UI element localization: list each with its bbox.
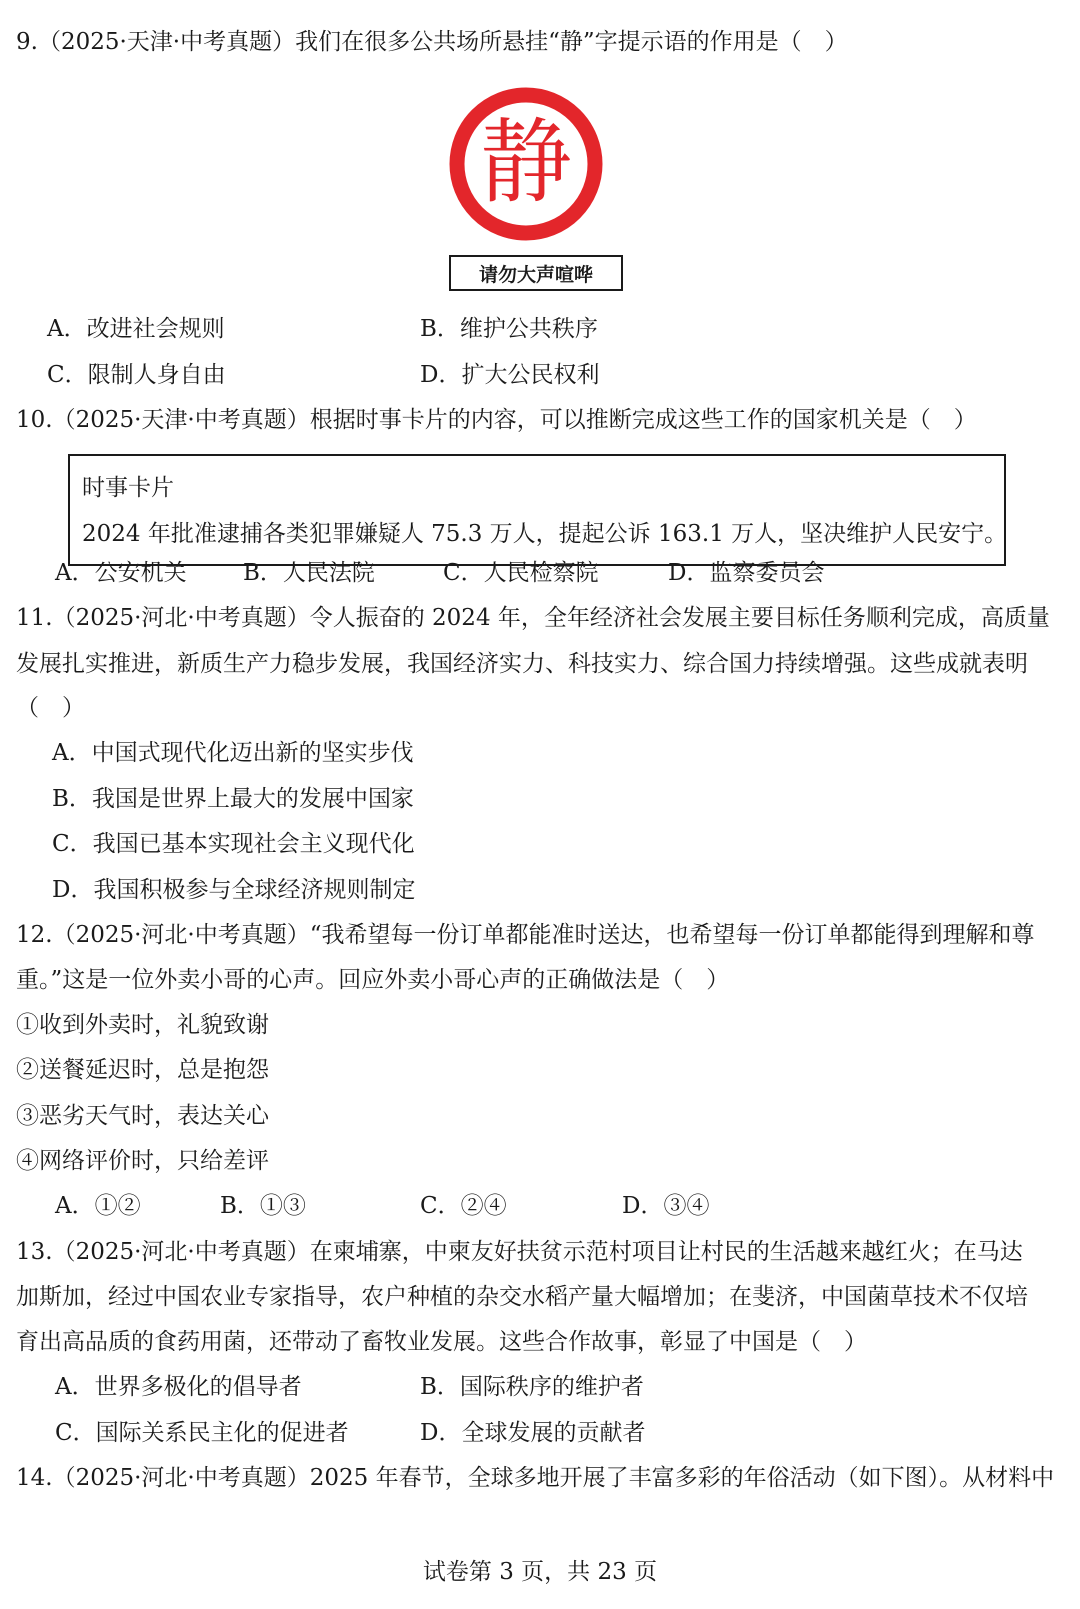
q9-option-c: C．限制人身自由 [47, 362, 226, 388]
q11-stem-line-3: （ ） [16, 695, 85, 721]
q13-stem-line-1: 13.（2025·河北·中考真题）在柬埔寨，中柬友好扶贫示范村项目让村民的生活越来越红火；在马达 [16, 1239, 1023, 1265]
q13-option-a: A．世界多极化的倡导者 [55, 1374, 302, 1400]
q12-option-b: B．①③ [220, 1193, 306, 1219]
seal-character: 静 [479, 109, 573, 216]
q12-option-d: D．③④ [622, 1193, 710, 1219]
q13-option-c: C．国际关系民主化的促进者 [55, 1420, 349, 1446]
q11-option-a: A．中国式现代化迈出新的坚实步伐 [52, 740, 414, 766]
q9-stem: 9.（2025·天津·中考真题）我们在很多公共场所悬挂“静”字提示语的作用是（ ） [16, 29, 848, 55]
q10-option-d: D．监察委员会 [668, 560, 825, 586]
q9-option-a: A．改进社会规则 [47, 316, 225, 342]
q12-item-2: ②送餐延迟时，总是抱怨 [16, 1057, 269, 1083]
q12-option-c: C．②④ [420, 1193, 507, 1219]
quiet-sign-label: 请勿大声喧哗 [449, 255, 623, 291]
q9-option-d: D．扩大公民权利 [420, 362, 600, 388]
q13-stem-line-2: 加斯加，经过中国农业专家指导，农户种植的杂交水稻产量大幅增加；在斐济，中国菌草技术不仅培 [16, 1284, 1028, 1310]
q11-option-b: B．我国是世界上最大的发展中国家 [52, 786, 414, 812]
q13-option-d: D．全球发展的贡献者 [420, 1420, 646, 1446]
q10-stem: 10.（2025·天津·中考真题）根据时事卡片的内容，可以推断完成这些工作的国家机关是（ ） [16, 407, 977, 433]
page-footer: 试卷第 3 页，共 23 页 [422, 1559, 658, 1585]
q13-option-b: B．国际秩序的维护者 [420, 1374, 644, 1400]
q10-option-c: C．人民检察院 [443, 560, 599, 586]
q10-option-b: B．人民法院 [243, 560, 375, 586]
q11-option-c: C．我国已基本实现社会主义现代化 [52, 831, 415, 857]
news-card [68, 454, 1006, 566]
q11-option-d: D．我国积极参与全球经济规则制定 [52, 877, 416, 903]
q10-option-a: A．公安机关 [55, 560, 187, 586]
q12-item-4: ④网络评价时，只给差评 [16, 1148, 269, 1174]
q11-stem-line-1: 11.（2025·河北·中考真题）令人振奋的 2024 年，全年经济社会发展主要目标任务顺利完成，高质量 [16, 605, 1050, 631]
news-card-title: 时事卡片 [82, 475, 174, 501]
news-card-body: 2024 年批准逮捕各类犯罪嫌疑人 75.3 万人，提起公诉 163.1 万人，坚决维护人民安宁。 [82, 521, 1008, 547]
quiet-seal-icon [446, 84, 606, 244]
q11-stem-line-2: 发展扎实推进，新质生产力稳步发展，我国经济实力、科技实力、综合国力持续增强。这些成就表明 [16, 651, 1028, 677]
q12-stem-line-2: 重。”这是一位外卖小哥的心声。回应外卖小哥心声的正确做法是（ ） [16, 967, 730, 993]
q9-option-b: B．维护公共秩序 [420, 316, 598, 342]
q12-item-3: ③恶劣天气时，表达关心 [16, 1103, 269, 1129]
q12-stem-line-1: 12.（2025·河北·中考真题）“我希望每一份订单都能准时送达，也希望每一份订单都能得到理解和尊 [16, 922, 1035, 948]
q12-option-a: A．①② [55, 1193, 141, 1219]
q12-item-1: ①收到外卖时，礼貌致谢 [16, 1012, 269, 1038]
q14-stem: 14.（2025·河北·中考真题）2025 年春节，全球多地开展了丰富多彩的年俗活动（如下图）。从材料中 [16, 1465, 1055, 1491]
q13-stem-line-3: 育出高品质的食药用菌，还带动了畜牧业发展。这些合作故事，彰显了中国是（ ） [16, 1329, 867, 1355]
